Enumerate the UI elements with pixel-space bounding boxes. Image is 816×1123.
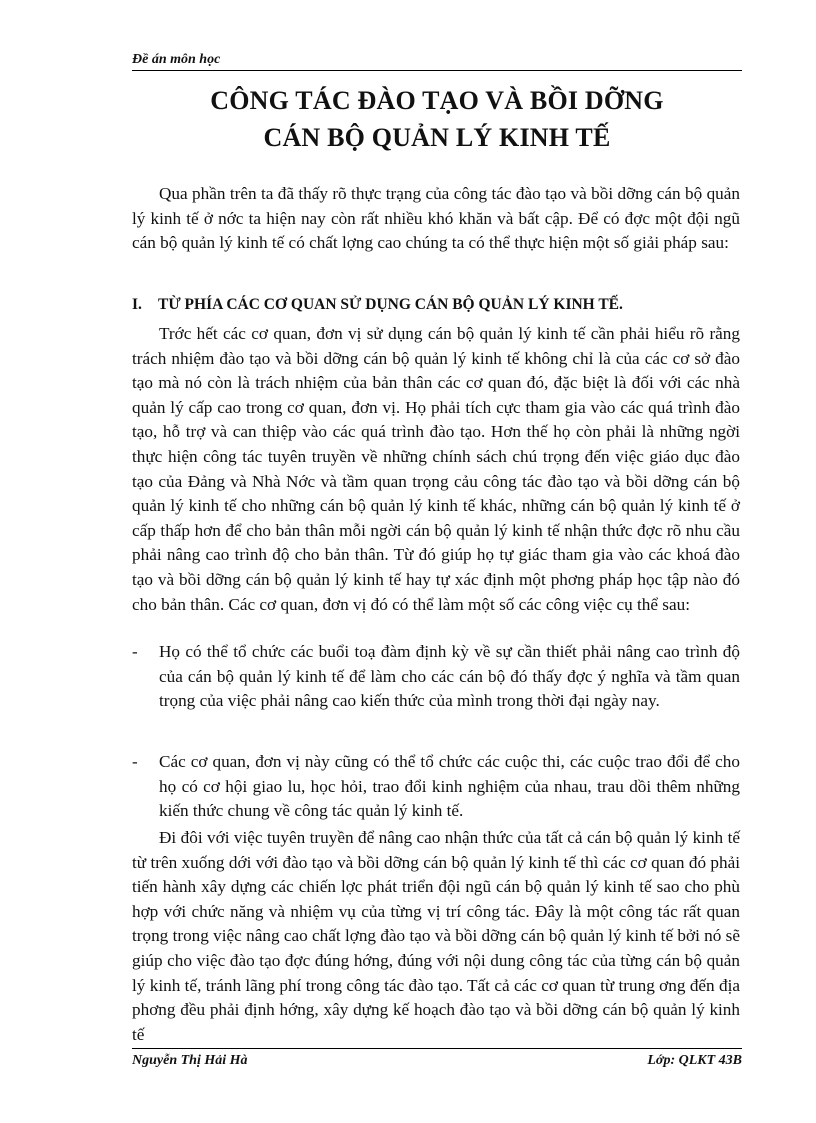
bullet-text: Họ có thể tổ chức các buổi toạ đàm định kỳ về sự cần thiết phải nâng cao trình độ của cán bộ quản lý kinh tế để làm cho các cán bộ đó thấy đợc ý nghĩa và tầm quan trọng của việc phải nâng cao kiến thức của mình trong thời đại ngày nay. [159, 642, 740, 711]
section-heading [132, 295, 740, 315]
page-footer [132, 1048, 742, 1075]
bullet-dash: - [132, 752, 138, 771]
bullet-text: Các cơ quan, đơn vị này cũng có thể tổ chức các cuộc thi, các cuộc trao đổi để cho họ có cơ hội giao lu, học hỏi, trao đổi kinh nghiệm của nhau, trau dồi thêm những kiến thức chung về công tác quản lý kinh tế. [159, 752, 740, 821]
footer-author: Nguyễn Thị Hải Hà [132, 1053, 248, 1068]
section-title: TỪ PHÍA CÁC CƠ QUAN SỬ DỤNG CÁN BỘ QUẢN LÝ KINH TẾ. [158, 296, 623, 313]
header-text: Đề án môn học [132, 52, 221, 67]
section-number: I. [132, 296, 142, 313]
last-paragraph: Đi đôi với việc tuyên truyền để nâng cao nhận thức của tất cả cán bộ quản lý kinh tế từ trên xuống dới với đào tạo và bồi dỡng cán bộ quản lý kinh tế thì các cơ quan đó phải tiến hành xây dựng các chiến lợc phát triển đội ngũ cán bộ quản lý kinh tế sao cho phù hợp với chức năng và nhiệm vụ của từng vị trí công tác. Đây là một công tác rất quan trọng trong việc nâng cao chất lợng đào tạo và bồi dỡng cán bộ quản lý kinh tế bởi nó sẽ giúp cho việc đào tạo đợc đúng hớng, đúng với nội dung công tác của từng cán bộ quản lý kinh tế, tránh lãng phí trong công tác đào tạo. Tất cả các cơ quan từ trung ơng đến địa phơng đều phải định hớng, xây dựng kế hoạch đào tạo và bồi dỡng cán bộ quản lý kinh tế [132, 828, 740, 1044]
intro-paragraph: Qua phần trên ta đã thấy rõ thực trạng của công tác đào tạo và bồi dỡng cán bộ quản lý kinh tế ở nớc ta hiện nay còn rất nhiều khó khăn và bất cập. Để có đợc một đội ngũ cán bộ quản lý kinh tế có chất lợng cao chúng ta có thể thực hiện một số giải pháp sau: [132, 184, 740, 253]
document-title-line-2: CÁN BỘ QUẢN LÝ KINH TẾ [263, 123, 611, 152]
main-paragraph: Trớc hết các cơ quan, đơn vị sử dụng cán bộ quản lý kinh tế cần phải hiểu rõ rằng trách nhiệm đào tạo và bồi dỡng cán bộ quản lý kinh tế không chỉ là của các cơ sở đào tạo mà nó còn là trách nhiệm của bản thân các cơ quan đó, đặc biệt là đối với các nhà quản lý cấp cao trong cơ quan, đơn vị. Họ phải tích cực tham gia vào các quá trình đào tạo, hỗ trợ và can thiệp vào các quá trình đào tạo. Hơn thế họ còn phải là những ngời thực hiện công tác tuyên truyền về những chính sách chú trọng đến việc giáo dục đào tạo của Đảng và Nhà Nớc và tầm quan trọng cảu công tác đào tạo và bồi dỡng cán bộ quản lý kinh tế cho những cán bộ quản lý kinh tế khác, những cán bộ quản lý kinh tế ở cấp thấp hơn để cho bản thân mỗi ngời cán bộ quản lý kinh tế nhận thức đợc rõ nhu cầu phải nâng cao trình độ cho bản thân. Từ đó giúp họ tự giác tham gia vào các khoá đào tạo và bồi dỡng cán bộ quản lý kinh tế hay tự xác định một phơng pháp học tập nào đó cho bản thân. Các cơ quan, đơn vị đó có thể làm một số các công việc cụ thể sau: [132, 324, 740, 614]
bullet-dash: - [132, 642, 138, 661]
footer-class: Lớp: QLKT 43B [647, 1053, 742, 1068]
document-title-line-1: CÔNG TÁC ĐÀO TẠO VÀ BỒI DỠNG [210, 86, 664, 115]
page-header [132, 50, 742, 71]
